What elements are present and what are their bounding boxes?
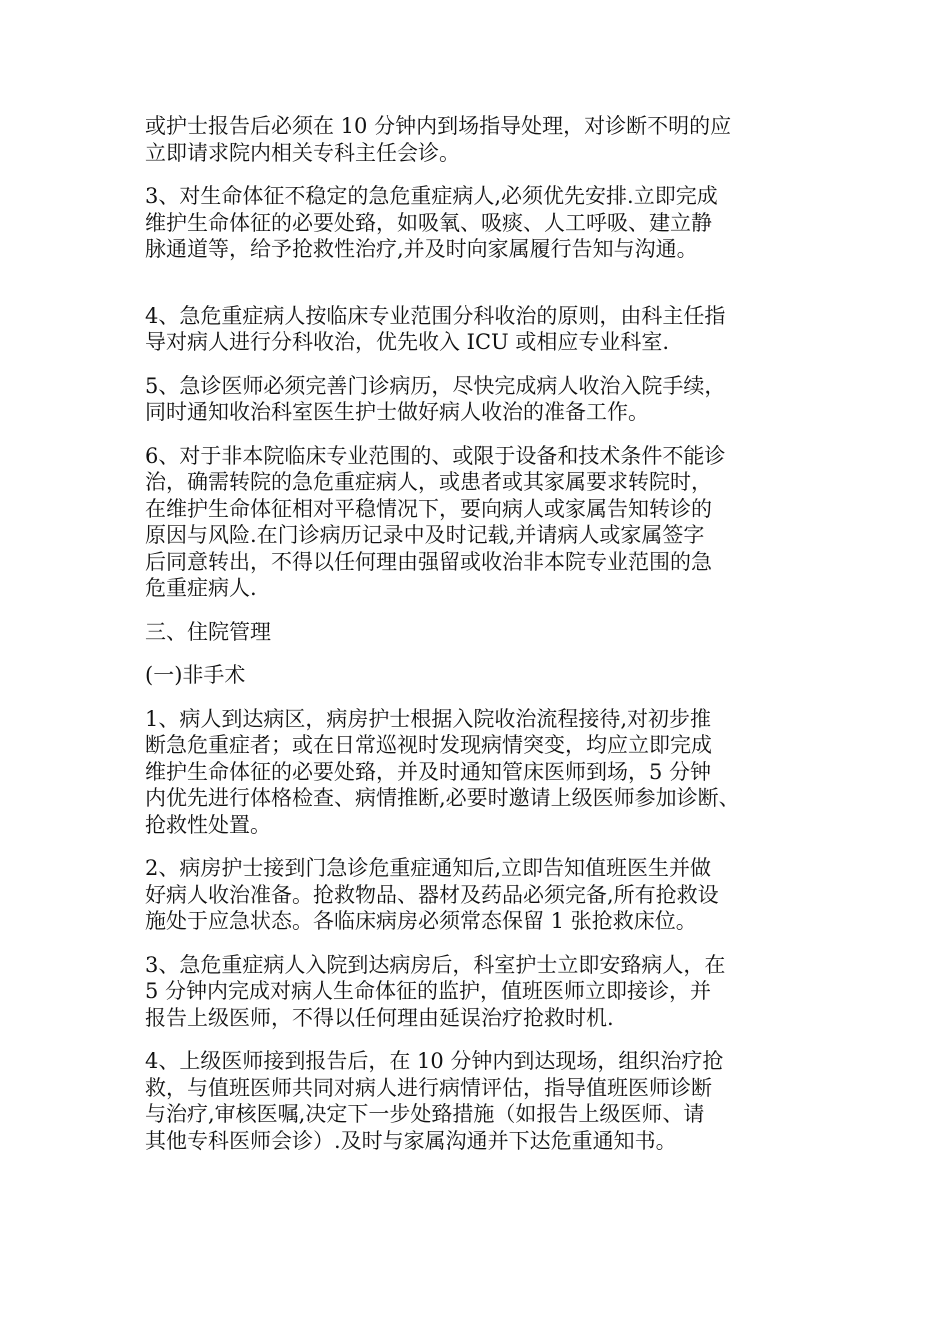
spacer [145, 935, 825, 952]
paragraph-consult: 或护士报告后必须在 10 分钟内到场指导处理，对诊断不明的应 立即请求院内相关专科主任会诊。 [145, 114, 732, 165]
spacer [145, 602, 825, 619]
spacer [145, 645, 825, 662]
paragraph-ward-item-4: 4、上级医师接到报告后，在 10 分钟内到达现场，组织治疗抢 救，与值班医师共同对病人进行病情评估，指导值班医师诊断 与治疗,审核医嘱,决定下一步处臵措施（如报告上级医师、请 其他专科医师会诊）.及时与家属沟通并下达危重通知书。 [145, 1049, 724, 1153]
spacer [145, 1031, 825, 1048]
spacer [145, 838, 825, 855]
paragraph-item-4: 4、急危重症病人按临床专业范围分科收治的原则，由科主任指 导对病人进行分科收治，优先收入 ICU 或相应专业科室. [145, 303, 726, 354]
paragraph-ward-item-2: 2、病房护士接到门急诊危重症通知后,立即告知值班医生并做 好病人收治准备。抢救物品、器材及药品必须完备,所有抢救设 施处于应急状态。各临床病房必须常态保留 1 张抢救床位。 [145, 856, 719, 933]
paragraph-item-5: 5、急诊医师必须完善门诊病历，尽快完成病人收治入院手续， 同时通知收治科室医生护士做好病人收治的准备工作。 [145, 373, 726, 424]
spacer [145, 166, 825, 183]
spacer [145, 263, 825, 303]
subsection-heading-non-surgical: (一)非手术 [145, 663, 246, 687]
paragraph-item-6: 6、对于非本院临床专业范围的、或限于设备和技术条件不能诊 治，确需转院的急危重症病人，或患者或其家属要求转院时， 在维护生命体征相对平稳情况下，要向病人或家属告知转诊的 原因与风险.在门诊病历记录中及时记载,并请病人或家属签字 后同意转出，不得以任何理由强留或收治非本院专业范围的急 危重症病人. [145, 443, 726, 600]
section-heading-inpatient: 三、住院管理 [145, 619, 271, 644]
spacer [145, 689, 825, 706]
spacer [145, 356, 825, 373]
spacer [145, 426, 825, 443]
paragraph-ward-item-3: 3、急危重症病人入院到达病房后，科室护士立即安臵病人，在 5 分钟内完成对病人生命体征的监护，值班医师立即接诊，并 报告上级医师，不得以任何理由延误治疗抢救时机. [145, 952, 726, 1030]
document-body [145, 113, 825, 1154]
paragraph-ward-item-1: 1、病人到达病区，病房护士根据入院收治流程接待,对初步推 断急危重症者；或在日常巡视时发现病情突变，均应立即完成 维护生命体征的必要处臵，并及时通知管床医师到场，5 分钟 内优先进行体格检查、病情推断,必要时邀请上级医师参加诊断、 抢救性处置。 [145, 706, 740, 837]
paragraph-item-3: 3、对生命体征不稳定的急危重症病人,必须优先安排.立即完成 维护生命体征的必要处臵，如吸氧、吸痰、人工呼吸、建立静 脉通道等，给予抢救性治疗,并及时向家属履行告知与沟通。 [145, 184, 718, 261]
